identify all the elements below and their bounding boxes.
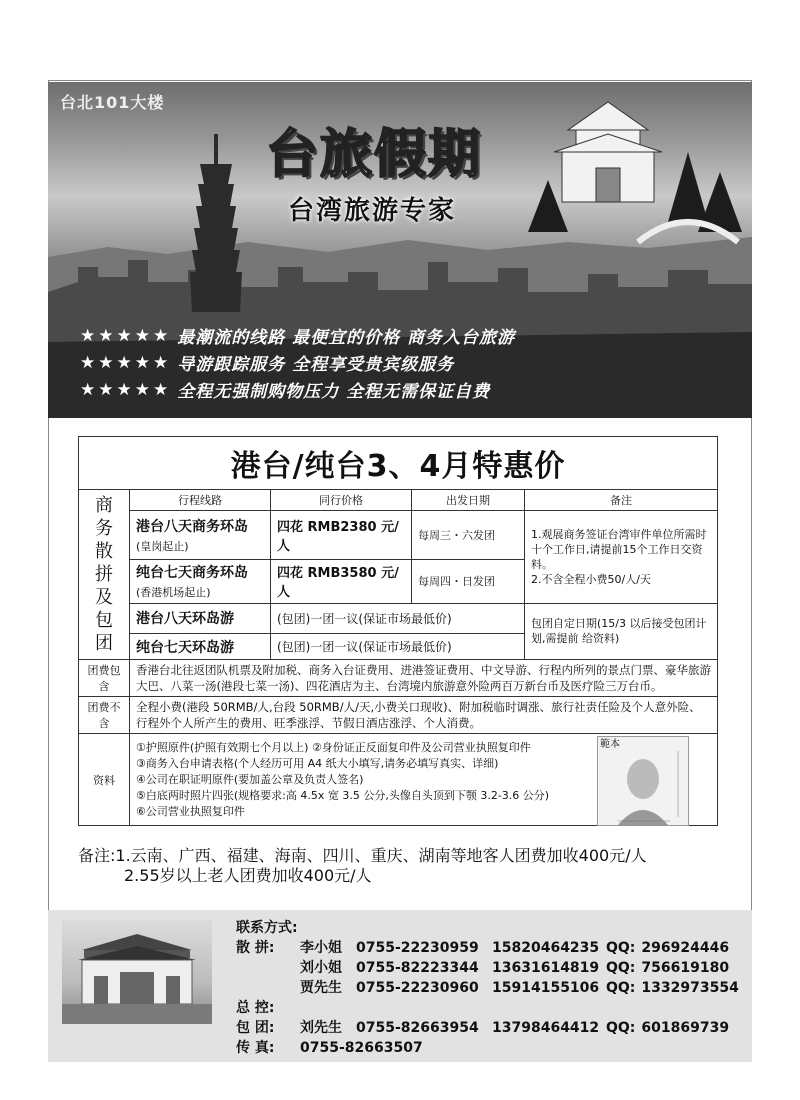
slogan-list bbox=[80, 322, 515, 403]
route-name: 纯台七天商务环岛 bbox=[136, 565, 248, 581]
sample-label: 範本 bbox=[600, 739, 620, 750]
slogan-item bbox=[80, 322, 515, 349]
contact-row bbox=[236, 1018, 739, 1038]
contact-qq: 601869739 bbox=[641, 1020, 730, 1036]
landmark-caption: 台北101大楼 bbox=[60, 93, 165, 112]
group-key: 包 团: bbox=[236, 1020, 275, 1036]
memorial-gate-icon bbox=[62, 920, 212, 1024]
hero-banner bbox=[48, 82, 752, 418]
contact-qq: 756619180 bbox=[641, 960, 730, 976]
column-header-note: 备注 bbox=[525, 490, 718, 511]
remarks-block bbox=[78, 846, 647, 886]
contact-name: 刘小姐 bbox=[300, 960, 342, 976]
contact-row bbox=[236, 958, 739, 978]
contact-heading: 联系方式: bbox=[236, 920, 298, 936]
table-row bbox=[79, 603, 718, 634]
group-price-cell: (包团)一团一议(保证市场最低价) bbox=[271, 634, 525, 660]
price-cell: 四花 RMB3580 元/人 bbox=[271, 559, 412, 603]
contact-info bbox=[236, 918, 739, 1058]
contact-mobile: 15820464235 bbox=[492, 940, 600, 956]
group-route-name: 港台八天环岛游 bbox=[130, 603, 271, 634]
doc-item: ①护照原件(护照有效期七个月以上) ②身份证正反面复印件及公司营业执照复印件 bbox=[136, 740, 531, 754]
contact-name: 李小姐 bbox=[300, 940, 342, 956]
route-origin: (香港机场起止) bbox=[136, 586, 211, 599]
brand-logo-text: 台旅假期 bbox=[266, 125, 483, 185]
contact-phone: 0755-22230959 bbox=[356, 940, 479, 956]
qq-label: QQ: bbox=[606, 980, 636, 996]
star-rating-icon: ★★★★★ bbox=[80, 352, 172, 373]
route-name: 港台八天商务环岛 bbox=[136, 518, 248, 535]
retail-key: 散 拼: bbox=[236, 940, 275, 956]
contact-row bbox=[236, 1038, 739, 1058]
table-row bbox=[79, 511, 718, 560]
group-route-name: 纯台七天环岛游 bbox=[130, 634, 271, 660]
memorial-hall bbox=[554, 102, 662, 202]
taipei101-tower bbox=[190, 134, 242, 312]
contact-mobile: 13631614819 bbox=[492, 960, 600, 976]
price-cell: 四花 RMB2380 元/人 bbox=[271, 511, 412, 560]
contact-mobile: 13798464412 bbox=[492, 1020, 600, 1036]
qq-label: QQ: bbox=[606, 940, 636, 956]
slogan-text: 全程无强制购物压力 全程无需保证自费 bbox=[177, 382, 491, 402]
excluded-text: 全程小费(港段 50RMB/人,台段 50RMB/人/天,小费关口现收)、附加税临时调涨、旅行社责任险及个人意外险、行程外个人所产生的费用、旺季涨浮、节假日酒店涨浮、个人消费。 bbox=[130, 697, 718, 734]
star-rating-icon: ★★★★★ bbox=[80, 379, 172, 400]
notes-cell bbox=[525, 511, 718, 604]
contact-row bbox=[236, 998, 739, 1018]
included-text: 香港台北往返团队机票及附加税、商务入台证费用、进港签证费用、中文导游、行程内所列的景点门票、豪华旅游大巴、八菜一汤(港段七菜一汤)、四花酒店为主、台湾境内旅游意外险两百万新台币及医疗险三万台币。 bbox=[130, 660, 718, 697]
fax-key: 传 真: bbox=[236, 1040, 275, 1056]
note-line: 1.观展商务签证台湾审件单位所需时十个工作日,请提前15个工作日交资料。 bbox=[531, 527, 707, 571]
brand-tagline: 台湾旅游专家 bbox=[288, 196, 457, 226]
sample-photo bbox=[597, 736, 689, 826]
doc-item: ④公司在职证明原件(要加盖公章及负责人签名) bbox=[136, 772, 364, 786]
departure-cell: 每周三・六发团 bbox=[412, 511, 525, 560]
contact-name: 刘先生 bbox=[300, 1020, 342, 1036]
route-cell bbox=[130, 559, 271, 603]
route-origin: (皇岗起止) bbox=[136, 539, 189, 553]
control-key: 总 控: bbox=[236, 1000, 275, 1016]
slogan-text: 导游跟踪服务 全程享受贵宾级服务 bbox=[177, 355, 455, 375]
column-header-date: 出发日期 bbox=[412, 490, 525, 511]
included-label: 团费包含 bbox=[79, 660, 130, 697]
contact-row bbox=[236, 938, 739, 958]
contact-phone: 0755-82663954 bbox=[356, 1020, 479, 1036]
qq-label: QQ: bbox=[606, 1020, 636, 1036]
pricing-table bbox=[78, 436, 718, 826]
doc-item: ⑤白底两时照片四张(规格要求:高 4.5x 宽 3.5 公分,头像自头顶到下颚 3.2-3.6 公分) bbox=[136, 788, 550, 802]
slogan-item bbox=[80, 349, 515, 376]
contact-mobile: 15914155106 bbox=[492, 980, 600, 996]
table-row bbox=[79, 660, 718, 697]
column-header-route: 行程线路 bbox=[130, 490, 271, 511]
slogan-item bbox=[80, 376, 515, 403]
star-rating-icon: ★★★★★ bbox=[80, 325, 172, 346]
remark-line: 备注:1.云南、广西、福建、海南、四川、重庆、湖南等地客人团费加收400元/人 bbox=[78, 846, 647, 865]
table-row bbox=[79, 697, 718, 734]
contact-qq: 1332973554 bbox=[641, 980, 739, 996]
note-line: 2.不含全程小费50/人/天 bbox=[531, 572, 651, 586]
docs-cell bbox=[130, 734, 718, 826]
pricing-table-title: 港台/纯台3、4月特惠价 bbox=[79, 437, 718, 490]
contact-phone: 0755-22230960 bbox=[356, 980, 479, 996]
contact-name: 贾先生 bbox=[300, 980, 342, 996]
contact-row bbox=[236, 978, 739, 998]
side-label-text: 商务散拼及包团 bbox=[95, 495, 113, 654]
excluded-label: 团费不含 bbox=[79, 697, 130, 734]
memorial-gate-photo bbox=[62, 920, 212, 1024]
docs-label: 资料 bbox=[79, 734, 130, 826]
group-price-cell: (包团)一团一议(保证市场最低价) bbox=[271, 603, 525, 634]
remark-line: 2.55岁以上老人团费加收400元/人 bbox=[124, 866, 372, 885]
doc-item: ③商务入台申请表格(个人经历可用 A4 纸大小填写,请务必填写真实、详细) bbox=[136, 756, 499, 770]
column-header-price: 同行价格 bbox=[271, 490, 412, 511]
group-note-cell: 包团自定日期(15/3 以后接受包团计划,需提前 给资料) bbox=[525, 603, 718, 660]
slogan-text: 最潮流的线路 最便宜的价格 商务入台旅游 bbox=[177, 328, 516, 348]
route-cell bbox=[130, 511, 271, 560]
table-side-label bbox=[79, 490, 130, 660]
fax-number: 0755-82663507 bbox=[300, 1040, 423, 1056]
contact-phone: 0755-82223344 bbox=[356, 960, 479, 976]
departure-cell: 每周四・日发团 bbox=[412, 559, 525, 603]
contact-qq: 296924446 bbox=[641, 940, 730, 956]
table-row bbox=[79, 734, 718, 826]
qq-label: QQ: bbox=[606, 960, 636, 976]
doc-item: ⑥公司营业执照复印件 bbox=[136, 804, 245, 818]
